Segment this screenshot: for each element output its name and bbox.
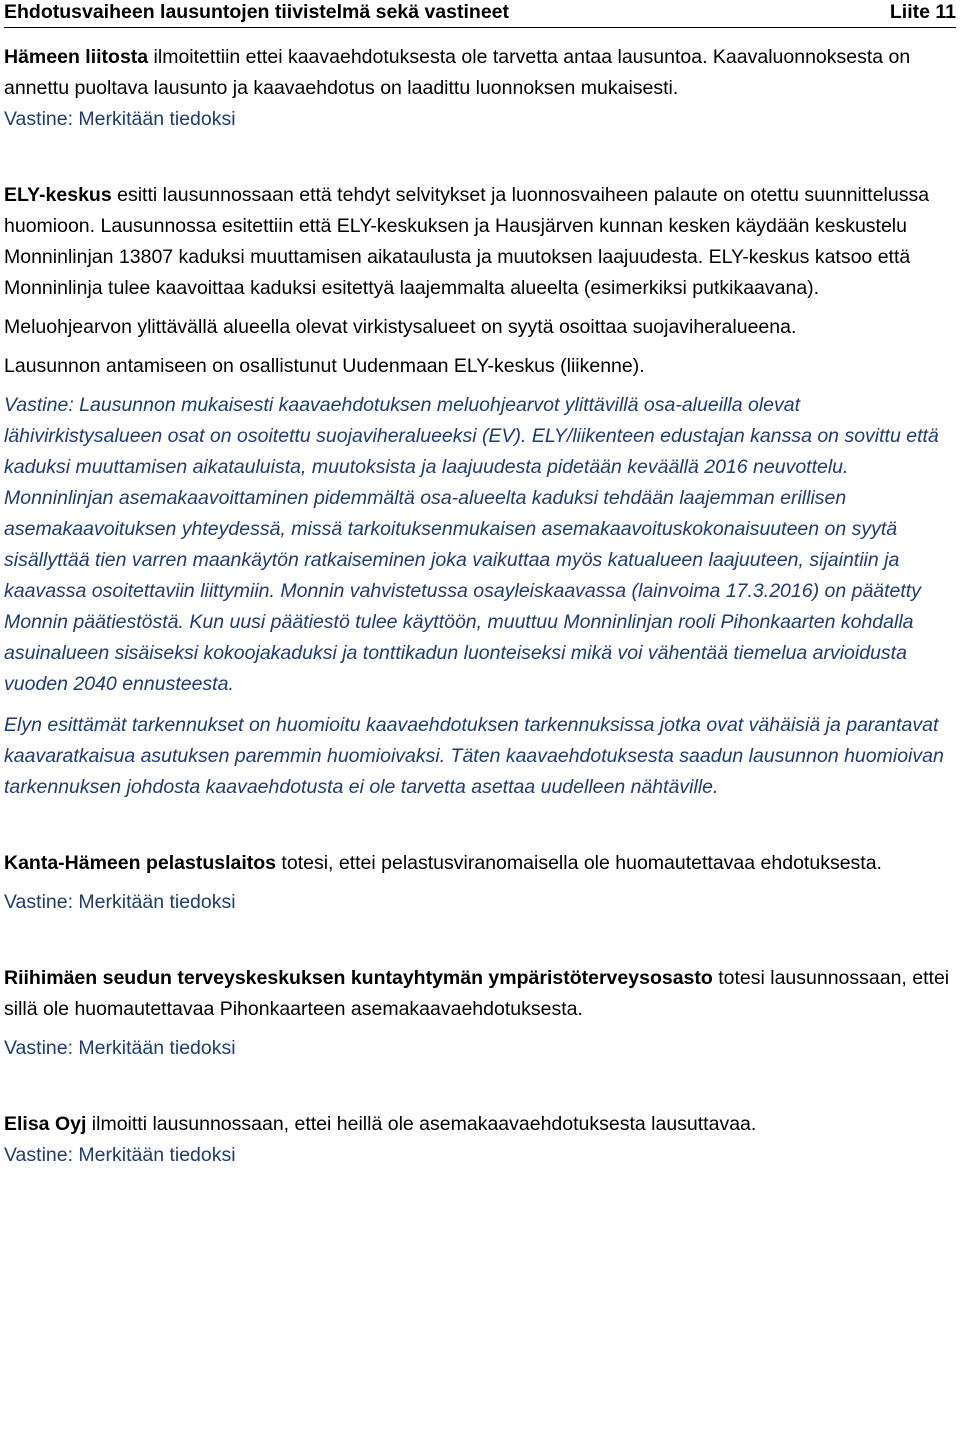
reply-text <box>4 390 956 700</box>
statement-elisa <box>4 1109 956 1140</box>
statement-text: totesi lausunnossaan, ettei sillä ole huomautettavaa Pihonkaarteen asemakaavaehdotuksesta. <box>4 967 950 1020</box>
document-title: Ehdotusvaiheen lausuntojen tiivistelmä sekä vastineet <box>4 0 510 23</box>
org-name: ELY-keskus <box>4 184 112 206</box>
reply-text-1: Vastine: Lausunnon mukaisesti kaavaehdotuksen meluohjearvot ylittävillä osa-alueilla olevat lähivirkistysalueen osat on osoitettu suojaviheralueeksi (EV). ELY/liikenteen edustajan kanssa on sovittu että kaduksi muuttamisen aikatauluista, muutoksista ja laajuudesta pidetään keväällä 2016 neuvottelu. Monninlinjan asemakaavoittaminen pidemmältä osa-alueelta kaduksi tehdään laajemman erillisen asemakaavoituksen yhteydessä, missä tarkoituksenmukaisen asemakaavoituskokonaisuuteen on syytä sisällyttää tien varren maankäytön ratkaiseminen joka vaikuttaa myös katualueen laajuuteen, sijaintiin ja kaavassa osoitettaviin liittymiin. Monnin vahvistetussa osayleiskaavassa (lainvoima 17.3.2016) on päätetty Monnin päätiestöstä. Kun uusi päätiestö tulee käyttöön, muuttuu Monninlinjan rooli Pihonkaarten kohdalla asuinalueen sisäiseksi kokoojakaduksi ja tonttikadun luonteiseksi mikä voi vähentää tiemelua arvioidusta vuoden 2040 ennusteesta. <box>4 394 939 695</box>
statement-text-3: Lausunnon antamiseen on osallistunut Uudenmaan ELY-keskus (liikenne). <box>4 355 645 377</box>
statement-text-2: Meluohjearvon ylittävällä alueella olevat virkistysalueet on syytä osoittaa suojaviheralueena. <box>4 316 797 338</box>
reply-text-2: Elyn esittämät tarkennukset on huomioitu kaavaehdotuksen tarkennuksissa jotka ovat vähäisiä ja parantavat kaavaratkaisua asutuksen paremmin huomioivaksi. Täten kaavaehdotuksesta saadun lausunnon huomioivan tarkennuksen johdosta kaavaehdotusta ei ole tarvetta asettaa uudelleen nähtäville. <box>4 714 944 798</box>
org-name: Riihimäen seudun terveyskeskuksen kuntayhtymän ympäristöterveysosasto <box>4 967 713 989</box>
statement-text: ilmoitti lausunnossaan, ettei heillä ole asemakaavaehdotuksesta lausuttavaa. <box>86 1113 757 1135</box>
statement-ely-keskus <box>4 180 956 304</box>
reply-text: Vastine: Merkitään tiedoksi <box>4 1037 236 1059</box>
statement-text: ilmoitettiin ettei kaavaehdotuksesta ole tarvetta antaa lausuntoa. Kaavaluonnoksesta on annettu puoltava lausunto ja kaavaehdotus on laadittu luonnoksen mukaisesti. <box>4 46 911 99</box>
statement-hameen-liitto <box>4 42 956 104</box>
org-name: Hämeen liitosta <box>4 46 149 68</box>
appendix-label: Liite 11 <box>889 0 956 23</box>
statement-text: totesi, ettei pelastusviranomaisella ole huomautettavaa ehdotuksesta. <box>276 852 882 874</box>
page-header <box>4 0 956 28</box>
org-name: Kanta-Hämeen pelastuslaitos <box>4 852 277 874</box>
reply-text: Vastine: Merkitään tiedoksi <box>4 108 236 130</box>
org-name: Elisa Oyj <box>4 1113 87 1135</box>
statement-terveyskeskus <box>4 963 956 1025</box>
statement-pelastuslaitos <box>4 848 956 879</box>
reply-text: Vastine: Merkitään tiedoksi <box>4 891 236 913</box>
reply-text: Vastine: Merkitään tiedoksi <box>4 1144 236 1166</box>
statement-text: esitti lausunnossaan että tehdyt selvitykset ja luonnosvaiheen palaute on otettu suunnittelussa huomioon. Lausunnossa esitettiin että ELY-keskuksen ja Hausjärven kunnan kesken käydään keskustelu Monninlinjan 13807 kaduksi muuttamisen aikataulusta ja muutoksen laajuudesta. ELY-keskus katsoo että Monninlinja tulee kaavoittaa kaduksi esitettyä laajemmalta alueelta (esimerkiksi putkikaavana). <box>4 184 930 299</box>
